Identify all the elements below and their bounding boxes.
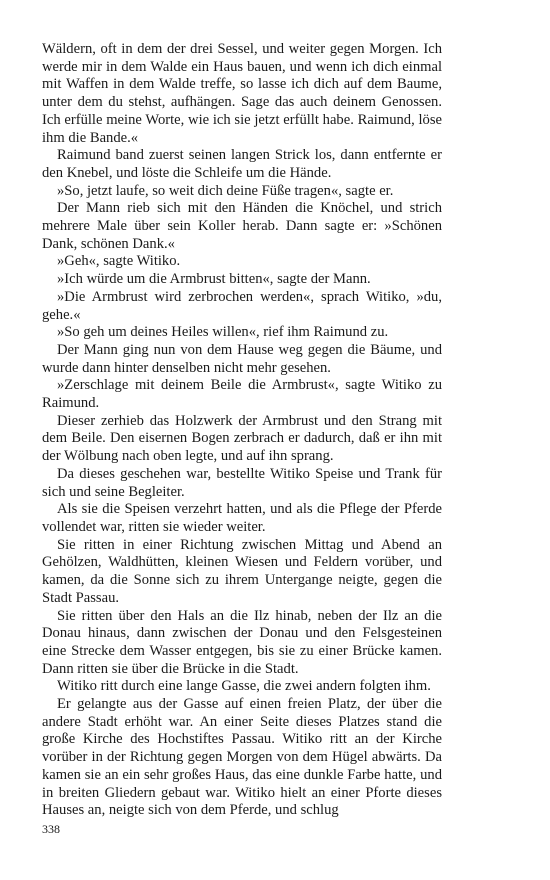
paragraph: Raimund band zuerst seinen langen Strick los, dann entfernte er den Knebel, und löste die Schleife um die Hände. bbox=[42, 147, 442, 181]
paragraph: Da dieses geschehen war, bestellte Witiko Speise und Trank für sich und seine Begleiter. bbox=[42, 465, 442, 500]
paragraph: »So, jetzt laufe, so weit dich deine Füße tragen«, sagte er. bbox=[57, 182, 394, 199]
paragraph: »So geh um deines Heiles willen«, rief ihm Raimund zu. bbox=[57, 324, 389, 341]
paragraph: Wäldern, oft in dem der drei Sessel, und weiter gegen Morgen. Ich werde mir in dem Walde ein Haus bauen, und wenn ich dich einmal mit Waffen in dem Walde treffe, so lasse ich dich auf dem Baume, unter dem du stehst, aufhängen. Sage das auch deinem Genossen. Ich erfülle meine Worte, wie ich sie jetzt erfüllt habe. Raimund, löse ihm die Bande.« bbox=[42, 41, 442, 146]
page-number: 338 bbox=[42, 822, 60, 836]
body-text bbox=[42, 41, 442, 820]
paragraph: »Ich würde um die Armbrust bitten«, sagte der Mann. bbox=[57, 271, 371, 288]
paragraph: »Geh«, sagte Witiko. bbox=[57, 253, 181, 270]
paragraph: Sie ritten über den Hals an die Ilz hinab, neben der Ilz an die Donau hinaus, dann zwischen der Donau und den Felsgesteinen eine Strecke dem Wasser entgegen, bis sie zu einer Brücke kamen. Dann ritten sie über die Brücke in die Stadt. bbox=[42, 607, 442, 677]
paragraph: Witiko ritt durch eine lange Gasse, die zwei andern folgten ihm. bbox=[57, 678, 431, 695]
paragraph: Der Mann ging nun von dem Hause weg gegen die Bäume, und wurde dann hinter denselben nicht mehr gesehen. bbox=[42, 341, 442, 376]
paragraph: Als sie die Speisen verzehrt hatten, und als die Pflege der Pferde vollendet war, ritten sie wieder weiter. bbox=[42, 501, 442, 535]
paragraph: Er gelangte aus der Gasse auf einen freien Platz, der über die andere Stadt erhöht war. An einer Seite dieses Platzes stand die große Kirche des Hochstiftes Passau. Witiko ritt an der Kirche vorüber in der Richtung gegen Morgen von dem Hügel abwärts. Da kamen sie an ein sehr großes Haus, das eine dunkle Farbe hatte, und in breiten Gliedern gebaut war. Witiko hielt an einer Pforte dieses Hauses an, neigte sich von dem Pferde, und schlug bbox=[42, 696, 442, 819]
paragraph: Dieser zerhieb das Holzwerk der Armbrust und den Strang mit dem Beile. Den eisernen Bogen zerbrach er dadurch, daß er ihn mit der Wölbung nach oben legte, und auf ihn sprang. bbox=[42, 412, 442, 465]
paragraph: »Zerschlage mit deinem Beile die Armbrust«, sagte Witiko zu Raimund. bbox=[42, 377, 442, 412]
paragraph: Der Mann rieb sich mit den Händen die Knöchel, und strich mehrere Male über sein Koller herab. Dann sagte er: »Schönen Dank, schönen Dank.« bbox=[42, 200, 442, 252]
paragraph: Sie ritten in einer Richtung zwischen Mittag und Abend an Gehölzen, Waldhütten, kleinen Wiesen und Feldern vorüber, und kamen, da die Sonne sich zu ihrem Untergange neigte, gegen die Stadt Passau. bbox=[42, 536, 442, 606]
paragraph: »Die Armbrust wird zerbrochen werden«, sprach Witiko, »du, gehe.« bbox=[42, 288, 442, 323]
